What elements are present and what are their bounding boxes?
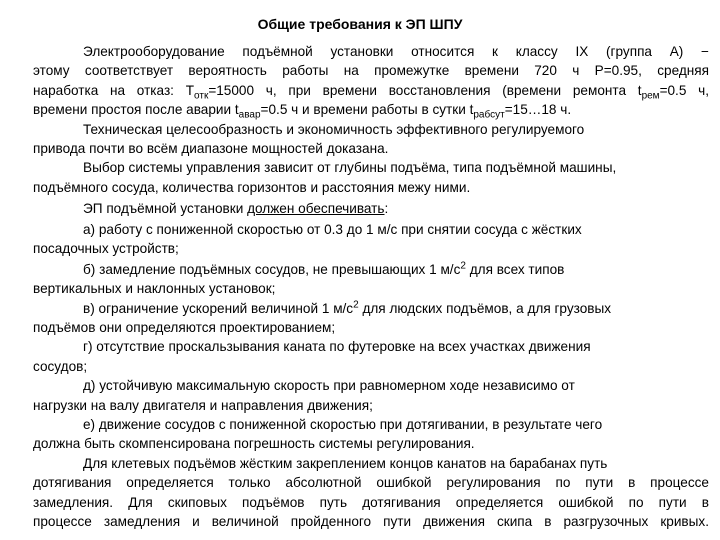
text-line: Выбор системы управления зависит от глубины подъёма, типа подъёмной машины, — [83, 160, 617, 176]
text-run: =0.5 ч, — [659, 82, 709, 98]
text-line: Для клетевых подъёмов жёстким закреплением концов канатов на барабанах путь — [83, 455, 608, 471]
list-item-d: г) отсутствие проскальзывания каната по футеровке на всех участках движения — [83, 339, 591, 355]
requirements-intro — [83, 199, 709, 218]
text-run: б) замедление подъёмных сосудов, не превышающих 1 м/с — [83, 261, 461, 277]
text-line — [33, 81, 709, 100]
list-item-b-cont: вертикальных и наклонных установок; — [33, 280, 276, 296]
list-item-a-cont: посадочных устройств; — [33, 241, 179, 257]
text-run: для всех типов — [465, 261, 565, 277]
text-line: замедления. Для скиповых подъёмов путь дотягивания определяется ошибкой по пути в — [33, 494, 709, 510]
list-item-e: д) устойчивую максимальную скорость при равномерном ходе независимо от — [83, 378, 575, 394]
list-item-f: е) движение сосудов с пониженной скоростью при дотягивании, в результате чего — [83, 417, 603, 432]
subscript: рем — [641, 90, 660, 102]
list-item-f-cont: должна быть скомпенсирована погрешность системы регулирования. — [33, 436, 475, 452]
text-run: =0.5 ч и времени работы в сутки t — [260, 102, 474, 118]
list-item-e-cont: нагрузки на валу двигателя и направления движения; — [33, 397, 373, 413]
page-title: Общие требования к ЭП ШПУ — [257, 16, 463, 32]
text-run: в) ограничение ускорений величиной 1 м/с — [83, 300, 354, 316]
subscript: авар — [238, 109, 261, 121]
superscript: 2 — [353, 299, 359, 311]
text-line — [33, 100, 709, 119]
text-run: наработка на отказ: Т — [33, 82, 195, 98]
list-item-b — [83, 260, 709, 279]
text-run: ЭП подъёмной установки — [83, 201, 248, 216]
list-item-c-cont: подъёмов они определяются проектированием; — [33, 320, 336, 335]
text-line: подъёмного сосуда, количества горизонтов и расстояния межу ними. — [33, 179, 471, 195]
text-line: процессе замедления и величиной пройденного пути движения скипа в разгрузочных кривых. — [33, 514, 709, 529]
list-item-d-cont: сосудов; — [33, 358, 88, 374]
list-item-a: а) работу с пониженной скоростью от 0.3 до 1 м/с при снятии сосуда с жёстких — [83, 222, 582, 237]
underlined-text: должен обеспечивать — [247, 201, 385, 216]
text-line: привода почти во всём диапазоне мощностей доказана. — [33, 141, 389, 156]
subscript: рабсут — [473, 109, 505, 121]
text-run: =15000 ч, при времени восстановления (времени ремонта t — [208, 82, 642, 98]
subscript: отк — [194, 90, 209, 102]
text-line: дотягивания определяется только абсолютной ошибкой регулирования по пути в процессе — [33, 475, 709, 491]
text-run: =15…18 ч. — [504, 102, 572, 118]
text-run: для людских подъёмов, а для грузовых — [358, 300, 612, 316]
text-line: Техническая целесообразность и экономичность эффективного регулируемого — [83, 121, 585, 137]
superscript: 2 — [460, 259, 466, 271]
text-run: : — [384, 201, 389, 216]
list-item-c — [83, 299, 709, 318]
text-run: времени простоя после аварии t — [33, 102, 239, 118]
text-line: этому соответствует вероятность работы на промежутке времени 720 ч Р=0.95, средняя — [33, 63, 709, 79]
text-line: Электрооборудование подъёмной установки относится к классу IX (группа А) − — [83, 44, 709, 59]
